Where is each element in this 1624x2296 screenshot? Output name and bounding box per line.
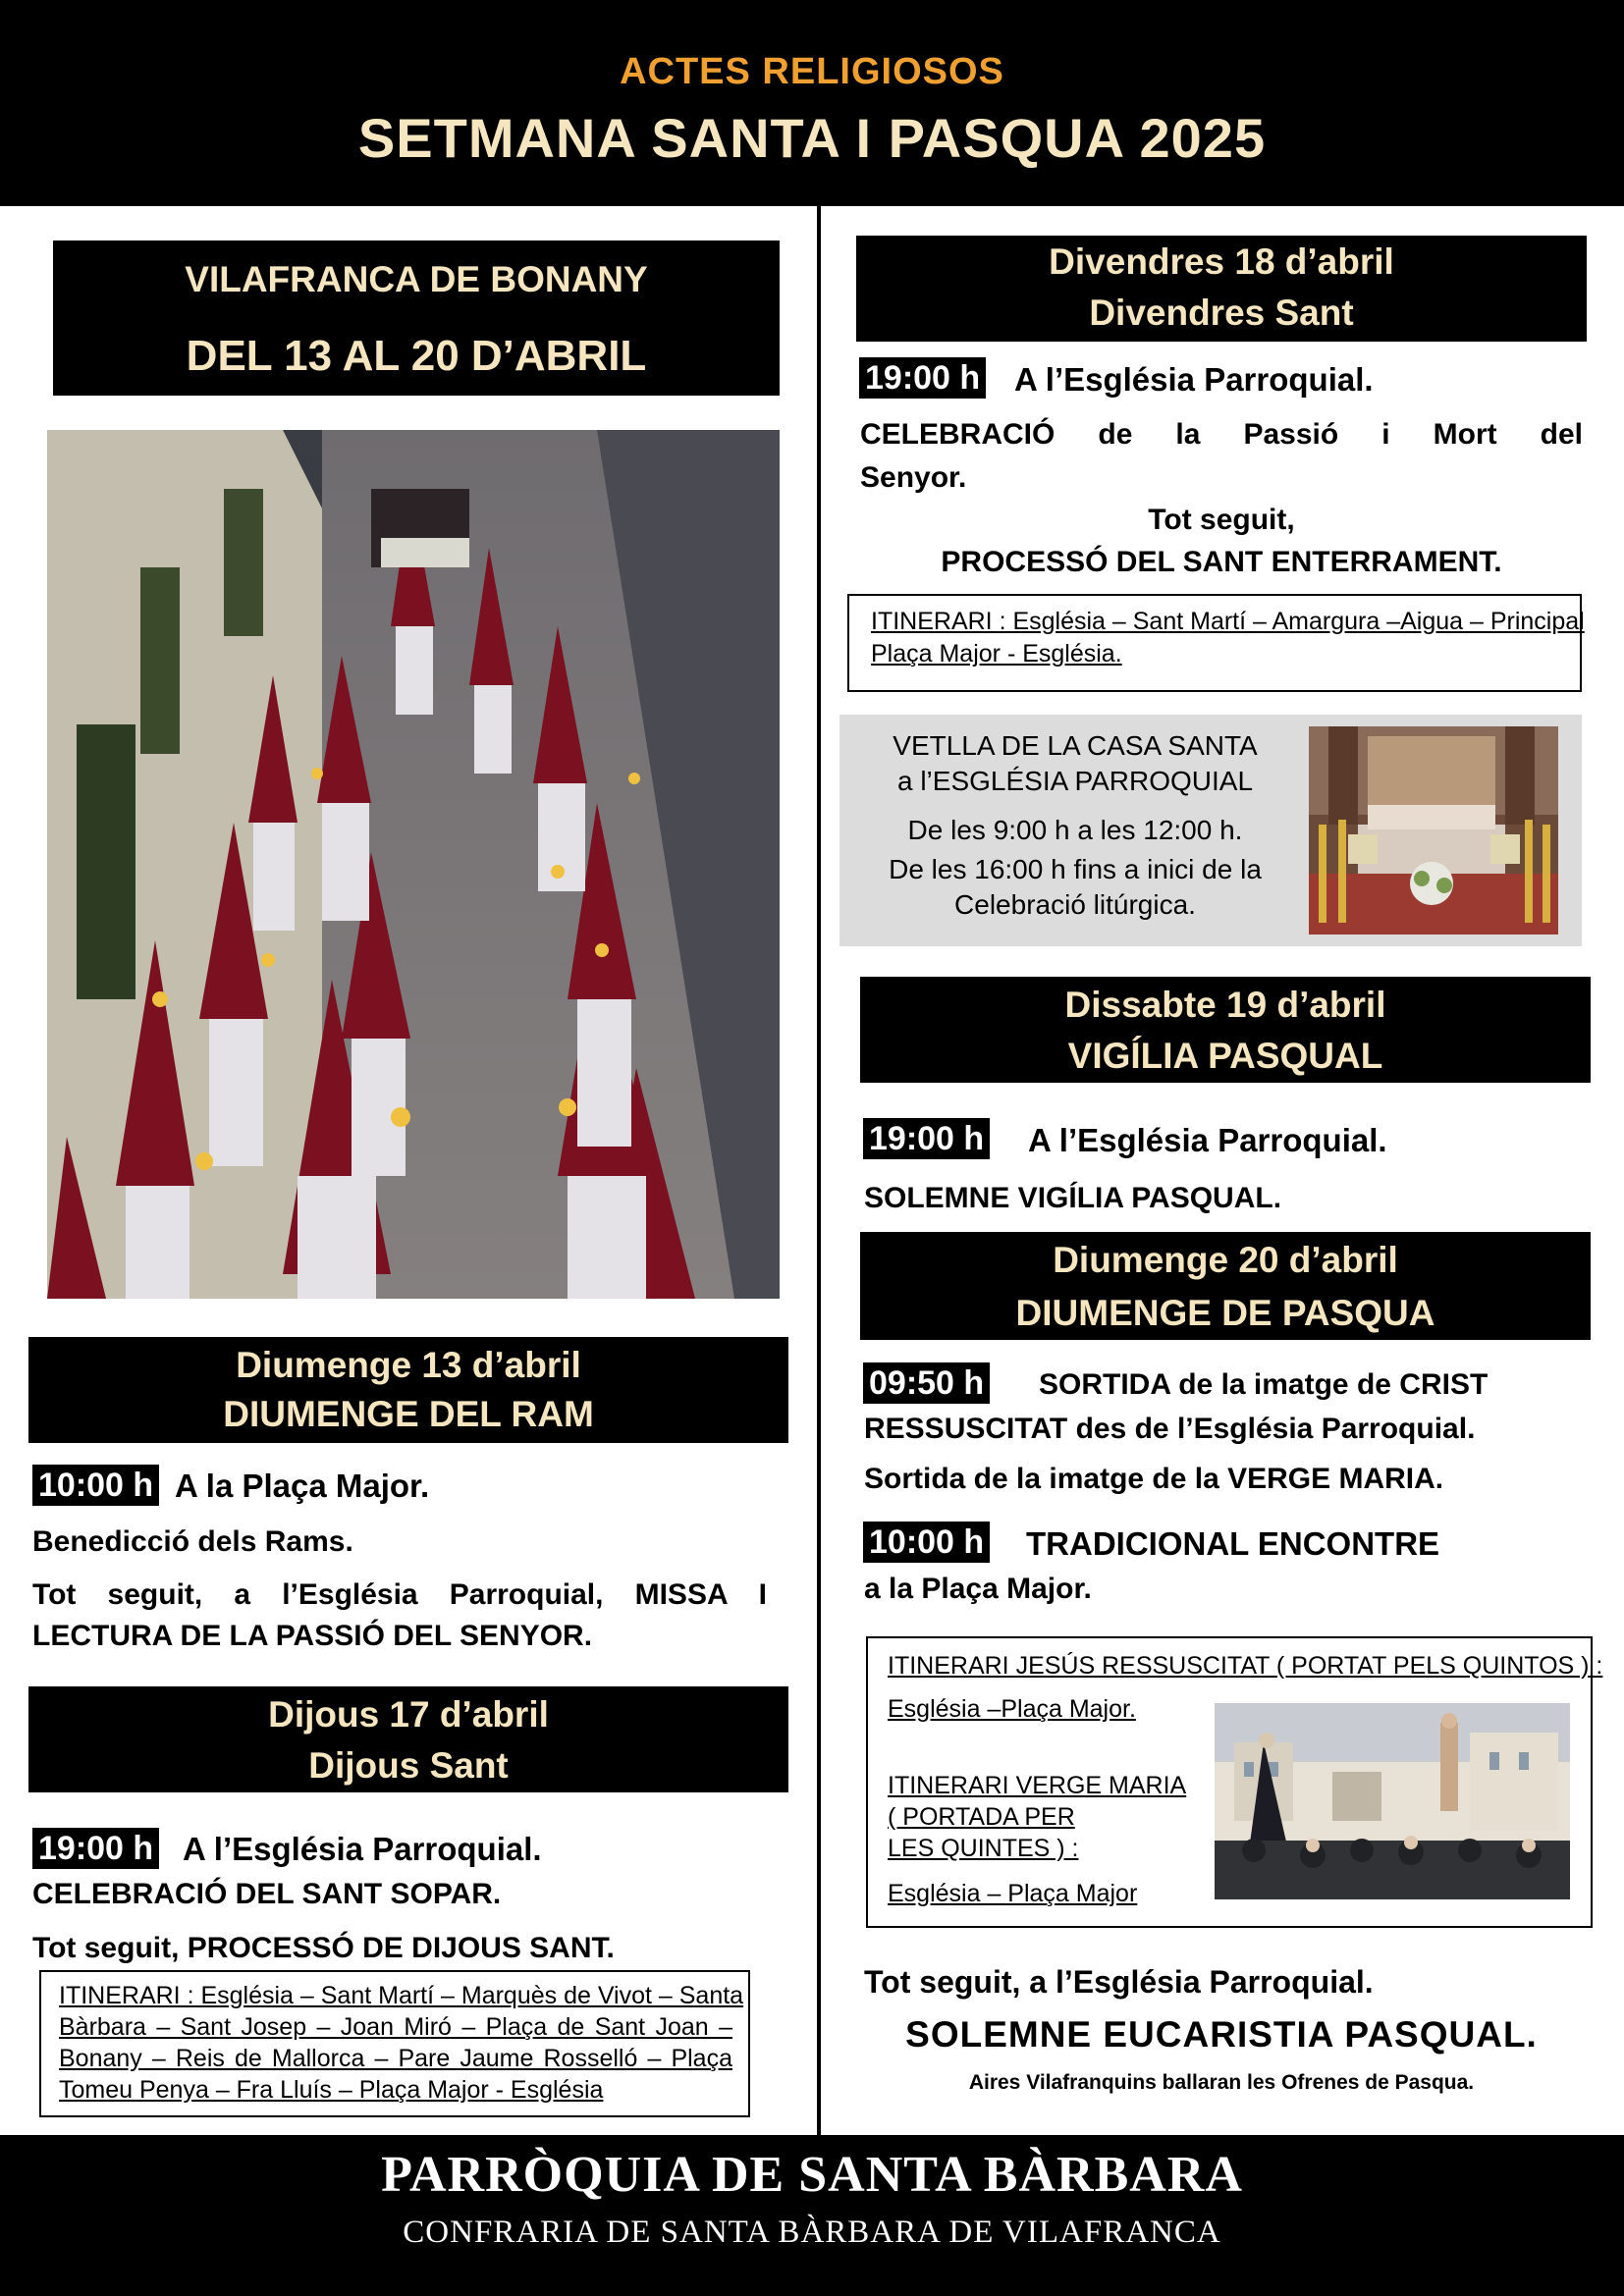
itinerary-line: ITINERARI : Església – Sant Martí – Marquès de Vivot – Santa — [59, 1982, 744, 2009]
footer-title: PARRÒQUIA DE SANTA BÀRBARA — [381, 2147, 1243, 2203]
event-location: A l’Església Parroquial. — [1014, 361, 1374, 398]
section-date: Dijous 17 d’abril — [268, 1694, 549, 1735]
event-location: A l’Església Parroquial. — [183, 1831, 542, 1867]
time-badge: 10:00 h — [32, 1465, 159, 1506]
header-bar — [0, 0, 1624, 206]
event-line: Senyor. — [860, 461, 967, 494]
time-badge: 09:50 h — [863, 1362, 990, 1404]
section-header-saturday19 — [860, 977, 1591, 1083]
place-dates: DEL 13 AL 20 D’ABRIL — [186, 332, 647, 380]
encounter-photo — [1215, 1703, 1570, 1899]
itinerary-title: ( PORTADA PER — [888, 1803, 1075, 1831]
vetlla-title: VETLLA DE LA CASA SANTA — [893, 730, 1258, 761]
itinerary-route: Església – Plaça Major — [888, 1880, 1138, 1907]
event-note: Aires Vilafranquins ballaran les Ofrenes de Pasqua. — [968, 2071, 1475, 2094]
itinerary-title: LES QUINTES ) : — [888, 1835, 1079, 1862]
event-line: Tot seguit, a l’Església Parroquial. — [864, 1964, 1374, 2000]
vetlla-title: a l’ESGLÉSIA PARROQUIAL — [896, 766, 1254, 796]
event-line: Benedicció dels Rams. — [32, 1525, 353, 1558]
header-title: SETMANA SANTA I PASQUA 2025 — [357, 107, 1267, 169]
event-line: Sortida de la imatge de la VERGE MARIA. — [864, 1463, 1444, 1495]
event-line: Tot seguit, a l’Església Parroquial, MISSA I — [32, 1578, 767, 1611]
event-line: PROCESSÓ DEL SANT ENTERRAMENT. — [941, 546, 1502, 578]
event-line: SORTIDA de la imatge de CRIST — [1039, 1368, 1489, 1401]
section-header-thursday17 — [28, 1686, 788, 1792]
event-line: SOLEMNE EUCARISTIA PASQUAL. — [905, 2014, 1538, 2055]
section-name: DIUMENGE DEL RAM — [223, 1394, 594, 1434]
itinerary-line: Bonany – Reis de Mallorca – Pare Jaume Rosselló – Plaça — [59, 2045, 732, 2072]
event-line: SOLEMNE VIGÍLIA PASQUAL. — [864, 1182, 1282, 1214]
section-name: Divendres Sant — [1089, 293, 1354, 333]
event-line: LECTURA DE LA PASSIÓ DEL SENYOR. — [32, 1620, 593, 1652]
event-location: A la Plaça Major. — [175, 1468, 430, 1504]
section-header-friday18 — [856, 236, 1587, 342]
itinerary-box — [39, 1970, 750, 2117]
time-badge: 19:00 h — [859, 357, 986, 399]
procession-photo — [47, 430, 780, 1299]
place-name: VILAFRANCA DE BONANY — [185, 259, 648, 299]
section-name: DIUMENGE DE PASQUA — [1015, 1293, 1435, 1333]
time-badge: 19:00 h — [863, 1118, 990, 1159]
itinerary-line: Tomeu Penya – Fra Lluís – Plaça Major - Església — [59, 2076, 604, 2104]
event-line: CELEBRACIÓ de la Passió i Mort del — [860, 418, 1583, 451]
itinerary-box — [847, 594, 1585, 692]
time-badge: 19:00 h — [32, 1828, 159, 1869]
section-header-sunday13 — [28, 1337, 788, 1443]
itinerary-line: ITINERARI : Església – Sant Martí – Amargura –Aigua – Principal — [871, 608, 1585, 635]
footer-subtitle: CONFRARIA DE SANTA BÀRBARA DE VILAFRANCA — [403, 2215, 1221, 2250]
event-line: CELEBRACIÓ DEL SANT SOPAR. — [32, 1878, 502, 1910]
vetlla-line: Celebració litúrgica. — [954, 889, 1196, 920]
itinerary-line: Plaça Major - Església. — [871, 640, 1122, 667]
itinerary-title: ITINERARI JESÚS RESSUSCITAT ( PORTAT PELS QUINTOS ) : — [888, 1652, 1603, 1680]
event-line: TRADICIONAL ENCONTRE — [1026, 1525, 1440, 1562]
itinerary-line: Bàrbara – Sant Josep – Joan Miró – Plaça de Sant Joan – — [59, 2013, 732, 2041]
section-name: VIGÍLIA PASQUAL — [1067, 1036, 1383, 1076]
section-date: Dissabte 19 d’abril — [1064, 985, 1386, 1025]
section-date: Diumenge 20 d’abril — [1053, 1240, 1398, 1280]
column-divider — [817, 206, 821, 2135]
section-header-sunday20 — [860, 1232, 1591, 1340]
itinerary-route: Església –Plaça Major. — [888, 1695, 1136, 1723]
altar-photo — [1309, 726, 1558, 934]
vetlla-line: De les 9:00 h a les 12:00 h. — [907, 815, 1243, 845]
itinerary-title: ITINERARI VERGE MARIA — [888, 1772, 1187, 1799]
header-subtitle: ACTES RELIGIOSOS — [620, 51, 1004, 92]
event-line: RESSUSCITAT des de l’Església Parroquial. — [864, 1413, 1476, 1445]
event-location: A l’Església Parroquial. — [1028, 1122, 1387, 1158]
vetlla-line: De les 16:00 h fins a inici de la — [889, 854, 1262, 884]
time-badge: 10:00 h — [863, 1522, 990, 1563]
section-name: Dijous Sant — [308, 1745, 509, 1786]
event-line: Tot seguit, — [1148, 504, 1295, 536]
section-date: Divendres 18 d’abril — [1049, 241, 1394, 282]
event-line: a la Plaça Major. — [864, 1573, 1092, 1605]
event-line: Tot seguit, PROCESSÓ DE DIJOUS SANT. — [32, 1932, 615, 1964]
section-date: Diumenge 13 d’abril — [236, 1345, 581, 1385]
